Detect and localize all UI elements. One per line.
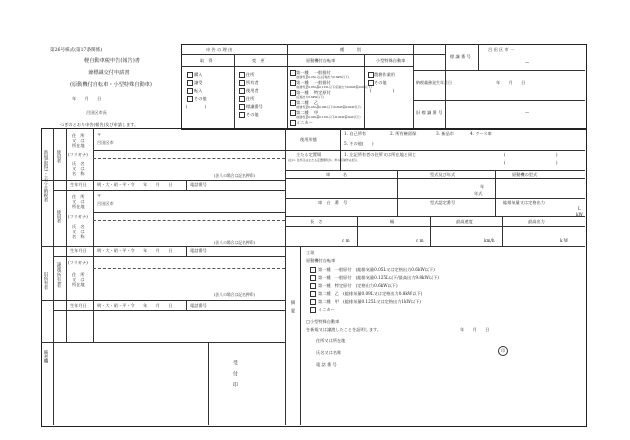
detail-3[interactable]: 第一種 特定原付 (定格出力0.6kW以下): [318, 283, 398, 288]
unit-kw: kW: [576, 212, 583, 217]
special-other[interactable]: その他: [374, 80, 387, 85]
applicant-addr: 住所又は所在地: [316, 338, 346, 343]
owner-birth-values[interactable]: 明・大・昭・平・令 年 月 日: [97, 182, 173, 187]
engine-model-label: 原動機の型式: [512, 172, 538, 177]
change-plate[interactable]: 標識番号: [246, 104, 263, 109]
form-number: 第26号様式(第17条関係): [50, 48, 103, 53]
owner-seal-note: (法人の場合は記名押印): [214, 173, 255, 178]
owner-furigana: (フリガナ): [68, 152, 88, 157]
section-old-owner: 旧所有者: [43, 272, 48, 290]
detail-head: 工欲: [306, 250, 315, 255]
model-year-label: 年式: [474, 191, 483, 196]
unit-cm-2: c m: [416, 238, 424, 243]
displacement-label: 総排気量又は定格出力: [503, 200, 545, 205]
usual-place-paren-1: ( ): [504, 152, 558, 157]
usual-place-opt[interactable]: 1. 左記所有者の住所又は所在地と同じ: [344, 152, 417, 157]
cert-text: を新規又は譲渡したことを証明します。: [306, 327, 382, 332]
type-cert-label: 型式認定番号: [430, 200, 456, 205]
reason-sub-change: 変 更: [252, 58, 265, 63]
user-label-2: 使用者: [56, 210, 61, 224]
plate-header: 標 識 番 号: [450, 54, 471, 59]
old-plate-header: 旧 標 識 番 号: [416, 110, 443, 115]
length-label: 長 さ: [310, 219, 323, 224]
owner-addr-city[interactable]: 呂田区市: [97, 140, 114, 145]
reason-sub-acquire: 取 得: [200, 58, 213, 63]
unit-l: L: [578, 206, 581, 211]
old-furigana: (フリガナ): [68, 260, 88, 265]
unit-kw-2: k W: [560, 238, 569, 243]
detail-5[interactable]: 第二種 甲 (総排気量0.125L又は定格出力1kW以下): [318, 299, 421, 304]
transfer-label: 譲渡(所有)者: [56, 262, 61, 288]
max-speed-label: 最高速度: [456, 219, 473, 224]
moped-3-type: 特定原付: [314, 90, 331, 95]
detail-2[interactable]: 第一種 一般原付 (総排気量0.125L以下/最高出力9.8kW以下): [318, 275, 439, 280]
receipt-stamp-label: 受付印: [232, 360, 238, 393]
owner-addr-prefix: 〒: [97, 132, 102, 137]
moped-2-note: (総排気量0.05L超0.125L以下/定格出力0.6kW超1kW以下): [296, 85, 372, 89]
city-label-top: 呂 田 区 市 一: [488, 47, 515, 52]
old-seal-note: (法人の場合は記名押印): [214, 292, 255, 297]
owner-addr-label: 住 所 又 は 所在地: [72, 133, 85, 148]
remarks-label: 摘 要: [290, 300, 295, 314]
change-other[interactable]: その他: [246, 112, 259, 117]
cert-date[interactable]: 年 月 日: [460, 327, 490, 332]
acquire-move-in[interactable]: 転入: [194, 88, 203, 93]
moped-5-label[interactable]: 第二種: [296, 110, 309, 115]
user-addr-prefix: 〒: [97, 193, 102, 198]
tax-date[interactable]: 年 月 日: [496, 80, 526, 85]
moped-1-note: (総排気量0.05L又は定格出力0.6kW以下): [296, 75, 349, 79]
moped-1-label[interactable]: 第一種: [296, 70, 309, 75]
form-addressee: 呂田区市長: [86, 110, 107, 115]
moped-3-note: (定格出力0.6kW以下): [296, 95, 324, 99]
detail-6[interactable]: ミニカー: [318, 307, 335, 312]
type-header: 種 別: [340, 47, 361, 52]
special-agri[interactable]: 農耕作業用: [374, 72, 395, 77]
old-addr-label: 住 所 又 は 所在地: [72, 272, 85, 287]
moped-1-type: 一般排付: [314, 70, 331, 75]
applicant-phone: 電 話 番 号: [316, 362, 337, 367]
usual-place-paren-2: ( ): [504, 160, 558, 165]
form-date: 年 月 日: [72, 96, 102, 101]
owner-name-label: 氏 名 又 は 名 称: [72, 161, 85, 176]
form-notice: つぎのとおり申告(報告)及び申請します。: [60, 122, 139, 127]
change-address[interactable]: 住所: [246, 72, 255, 77]
use-opt-1[interactable]: 1. 自己所有: [344, 131, 367, 136]
old-phone-label: 電話番号: [190, 303, 207, 308]
user-furigana: (フリガナ): [68, 214, 88, 219]
type-special: 小型特殊自動車: [376, 58, 406, 63]
applicant-name: 氏名又は名称: [316, 350, 342, 355]
section-notes: 備考欄: [43, 350, 48, 364]
acquire-other[interactable]: その他: [194, 96, 207, 101]
use-form-label: 使用形態: [300, 137, 317, 142]
usual-place-note: (注)1. 住所又は主たる定置場所が、市の区域外は記入: [288, 158, 358, 162]
use-opt-3[interactable]: 3. 新品市: [436, 131, 454, 136]
small-special-check[interactable]: □小型特殊自動車: [306, 319, 340, 324]
moped-4-type: 乙: [314, 100, 319, 105]
acquire-transfer[interactable]: 譲受: [194, 80, 203, 85]
serial-label: 車 台 番 号: [318, 200, 348, 205]
acquire-other-paren: ( ): [186, 104, 207, 109]
use-opt-2[interactable]: 2. 所有権留保: [390, 131, 417, 136]
max-power-label: 最高出力: [528, 219, 545, 224]
old-plate-dash: —: [525, 110, 530, 115]
user-addr-city[interactable]: 呂田区市: [97, 201, 114, 206]
unit-cm-1: c m: [342, 238, 350, 243]
change-residence[interactable]: 住所: [246, 96, 255, 101]
moped-minicar[interactable]: ミニカー: [296, 120, 313, 125]
detail-1[interactable]: 第一種 一般原付 (総排気量0.05L又は定格出力0.6kW以下): [318, 267, 435, 272]
form-title-3: (原動機付自転車・小型特殊自動車): [70, 82, 152, 88]
model-label: 型式及び年式: [430, 172, 456, 177]
car-name-label: 車 名: [326, 172, 347, 177]
user-seal-note: (法人の場合は記名押印): [214, 240, 255, 245]
old-birth-label: 生年月日: [70, 303, 87, 308]
plate-dash: —: [525, 60, 530, 65]
reason-header: 申 告 の 理 由: [206, 47, 233, 52]
user-addr-label: 住 所 又 は 所在地: [72, 194, 85, 209]
moped-detail-head: 原動機付自転車: [306, 258, 336, 263]
user-birth-values[interactable]: 明・大・昭・平・令 年 月 日: [97, 248, 173, 253]
type-moped: 原動機付自転車: [306, 58, 336, 63]
special-other-paren: ( ): [370, 88, 395, 93]
owner-birth-label: 生年月日: [70, 182, 87, 187]
change-owner[interactable]: 所有者: [246, 80, 259, 85]
use-opt-5[interactable]: 5. その他( ): [344, 141, 374, 146]
width-label: 幅: [390, 219, 395, 224]
seal-mark: 印: [498, 346, 508, 356]
user-name-label: 氏 名 又 は 名 称: [72, 224, 85, 239]
form-title-1: 軽自動車税申告(報告)書: [84, 58, 140, 64]
moped-4-note: (総排気量0.05L超0.09L以下/0.6kW超0.8kW以下): [296, 105, 362, 109]
moped-4-label[interactable]: 第二種: [296, 100, 309, 105]
owner-phone-label: 電話番号: [190, 182, 207, 187]
moped-2-label[interactable]: 第一種: [296, 80, 309, 85]
form-title-2: 兼標識交付申請書: [88, 70, 130, 76]
user-birth-label: 生年月日: [70, 248, 87, 253]
moped-5-note: (総排気量0.09L超0.125L以下/0.8kW超1kW以下): [296, 115, 361, 119]
section-new-owner: 新規(取得)・主たる納税者: [43, 150, 48, 202]
moped-3-label[interactable]: 第一種: [296, 90, 309, 95]
moped-2-type: 一般排付: [314, 80, 331, 85]
tax-header: 納税義務発生年月日: [416, 80, 452, 85]
year-label: 年: [480, 184, 485, 189]
detail-4[interactable]: 第二種 乙 (総排気量0.09L又は定格出力0.8kW以下): [318, 291, 423, 296]
acquire-purchase[interactable]: 購入: [194, 72, 203, 77]
old-birth-values[interactable]: 明・大・昭・平・令 年 月 日: [97, 303, 173, 308]
owner-label: 使用者: [56, 150, 61, 164]
moped-5-type: 甲: [314, 110, 319, 115]
use-opt-4[interactable]: 4. クース車: [470, 131, 492, 136]
user-phone-label: 電話番号: [190, 248, 207, 253]
change-user[interactable]: 使用者: [246, 88, 259, 93]
usual-place-label: 主たる定置場: [296, 152, 322, 157]
unit-kmh: km/h: [484, 238, 495, 243]
